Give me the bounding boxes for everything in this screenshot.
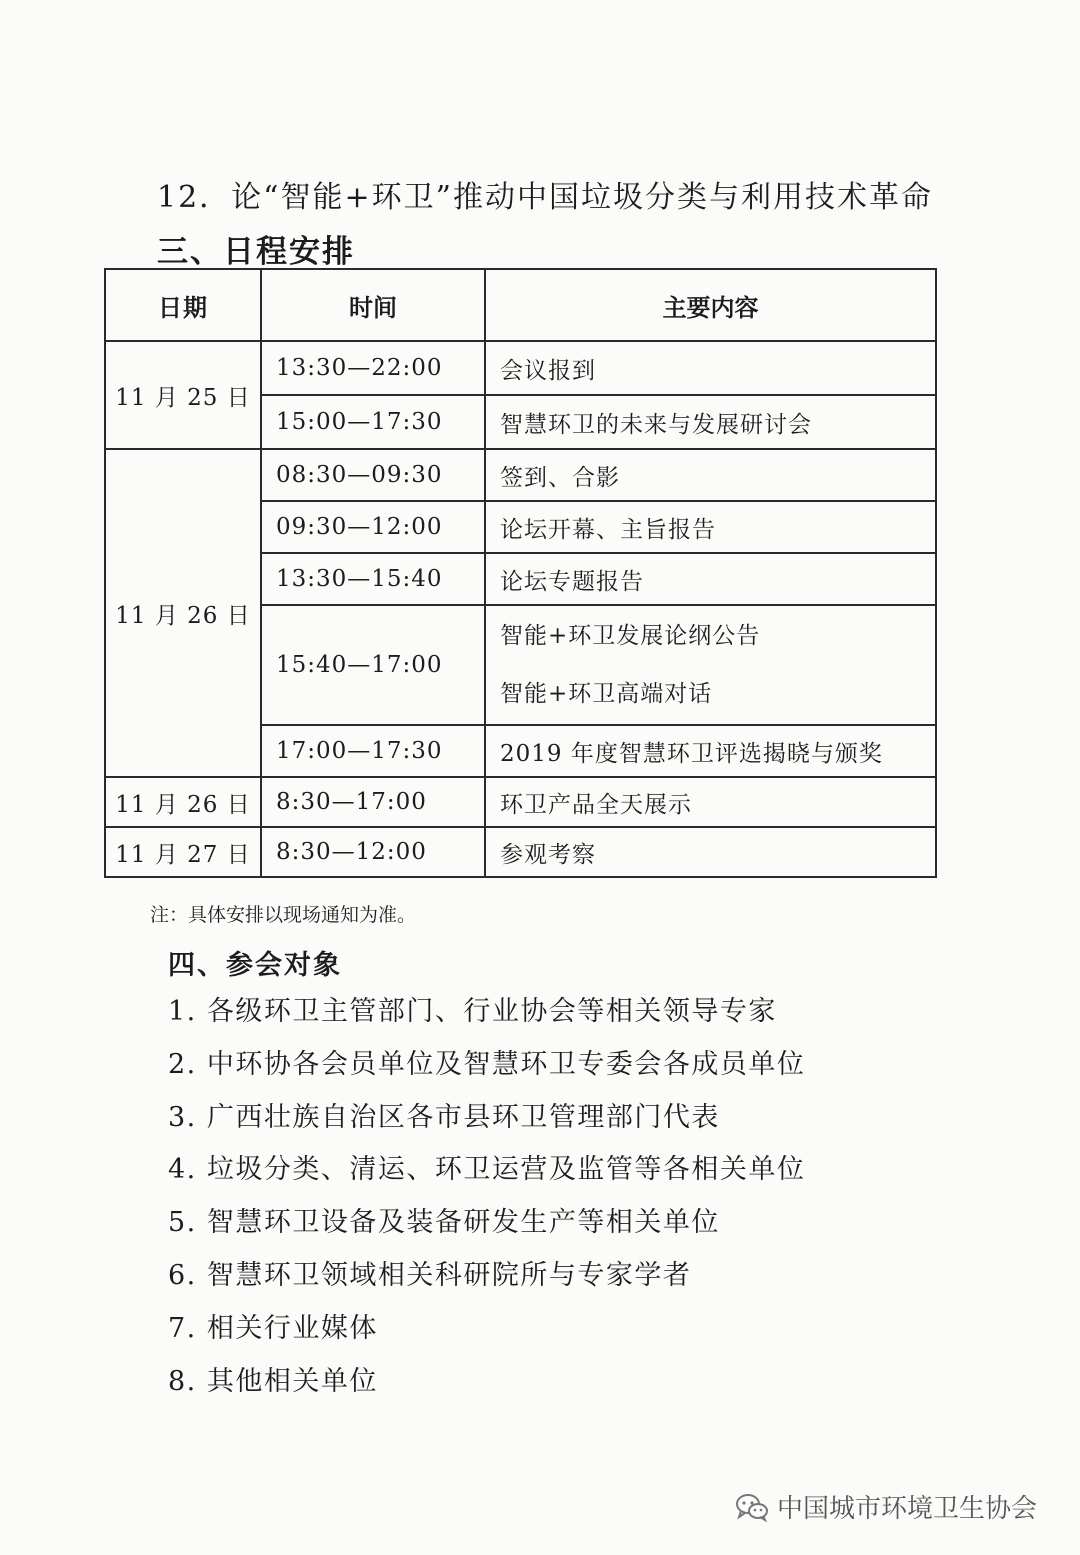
content-cell: 会议报到 (485, 341, 936, 395)
section-4-title: 四、参会对象 (168, 950, 342, 981)
header-date: 日期 (105, 269, 261, 341)
content-cell: 环卫产品全天展示 (485, 777, 936, 827)
time-cell: 13:30—22:00 (261, 341, 485, 395)
date-cell: 11 月 26 日 (105, 777, 261, 827)
wechat-icon (735, 1492, 769, 1522)
time-cell: 8:30—12:00 (261, 827, 485, 877)
list-item: 3. 广西壮族自治区各市县环卫管理部门代表 (168, 1101, 720, 1133)
date-cell: 11 月 25 日 (105, 341, 261, 449)
content-cell: 签到、合影 (485, 449, 936, 501)
list-item: 7. 相关行业媒体 (168, 1312, 378, 1344)
time-cell: 15:00—17:30 (261, 395, 485, 449)
time-cell: 09:30—12:00 (261, 501, 485, 553)
list-item: 2. 中环协各会员单位及智慧环卫专委会各成员单位 (168, 1048, 806, 1080)
date-cell: 11 月 26 日 (105, 449, 261, 777)
table-row (105, 341, 936, 395)
attendee-list (168, 986, 805, 1408)
section-3-title: 三、日程安排 (157, 234, 355, 270)
list-item: 6. 智慧环卫领域相关科研院所与专家学者 (168, 1259, 692, 1291)
list-item: 8. 其他相关单位 (168, 1365, 378, 1397)
table-header-row (105, 269, 936, 341)
content-cell: 论坛专题报告 (485, 553, 936, 605)
list-item: 4. 垃圾分类、清运、环卫运营及监管等各相关单位 (168, 1154, 806, 1186)
content-cell: 智慧环卫的未来与发展研讨会 (485, 395, 936, 449)
table-row (105, 827, 936, 877)
date-cell: 11 月 27 日 (105, 827, 261, 877)
watermark (735, 1488, 1037, 1525)
content-cell: 参观考察 (485, 827, 936, 877)
content-line: 智能+环卫发展论纲公告 (500, 623, 761, 649)
list-item: 1. 各级环卫主管部门、行业协会等相关领导专家 (168, 996, 777, 1027)
list-item: 5. 智慧环卫设备及装备研发生产等相关单位 (168, 1207, 720, 1239)
topic-item-12: 12．论“智能+环卫”推动中国垃圾分类与利用技术革命 (157, 180, 933, 215)
content-cell: 2019 年度智慧环卫评选揭晓与颁奖 (485, 725, 936, 777)
time-cell: 13:30—15:40 (261, 553, 485, 605)
content-cell (485, 605, 936, 725)
schedule-table (104, 268, 937, 878)
schedule-note: 注：具体安排以现场通知为准。 (150, 904, 417, 926)
content-cell: 论坛开幕、主旨报告 (485, 501, 936, 553)
watermark-text: 中国城市环境卫生协会 (777, 1494, 1038, 1524)
header-content: 主要内容 (485, 269, 936, 341)
time-cell: 17:00—17:30 (261, 725, 485, 777)
table-row (105, 449, 936, 501)
time-cell: 08:30—09:30 (261, 449, 485, 501)
time-cell: 15:40—17:00 (261, 605, 485, 725)
content-line: 智能+环卫高端对话 (500, 681, 713, 707)
time-cell: 8:30—17:00 (261, 777, 485, 827)
header-time: 时间 (261, 269, 485, 341)
table-row (105, 777, 936, 827)
